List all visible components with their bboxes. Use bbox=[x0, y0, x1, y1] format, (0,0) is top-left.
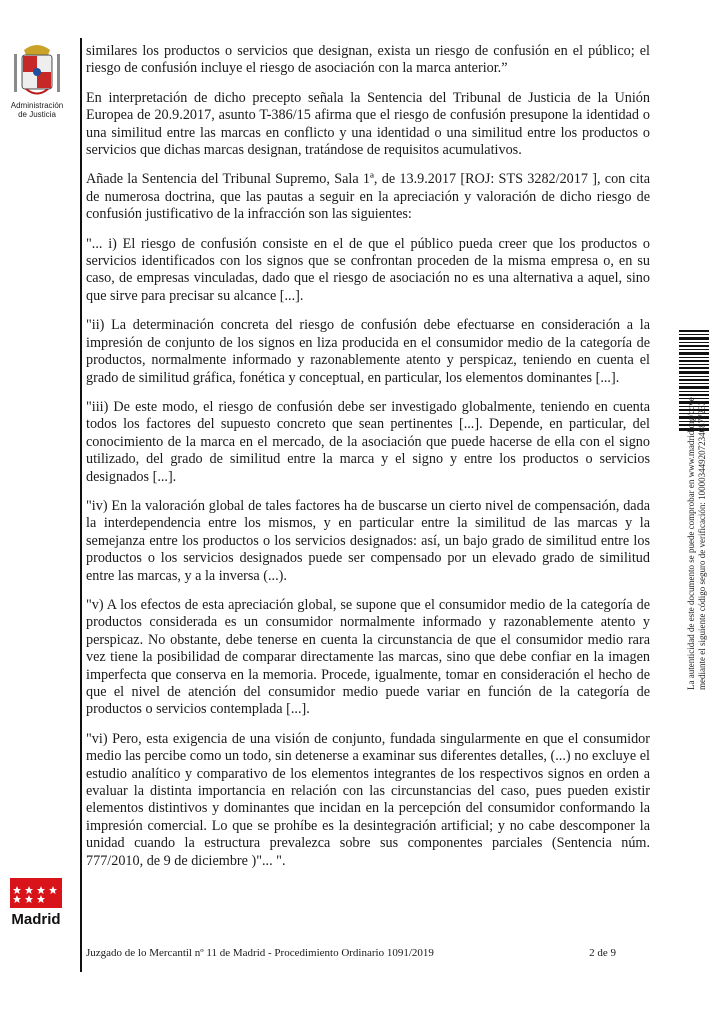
footer-court-text: Juzgado de lo Mercantil nº 11 de Madrid - Procedimiento Ordinario 1091/2019 bbox=[86, 947, 434, 959]
institution-label-line1: Administración bbox=[10, 101, 64, 110]
institution-label bbox=[4, 101, 70, 119]
institution-label-line2: de Justicia bbox=[18, 110, 56, 119]
verification-line2: mediante el siguiente código seguro de verificación: 1000034492072346877233 bbox=[697, 400, 707, 690]
paragraph: "ii) La determinación concreta del riesgo de confusión debe efectuarse en consideración a la impresión de conjunto de los signos en liza producida en el consumidor medio de la categoría de productos, normalmente informado y razonablemente atento y perspicaz, teniendo en cuenta el grado de similitud gráfica, fonética y conceptual, en particular, los elementos dominantes [...]. bbox=[86, 317, 650, 386]
page-footer bbox=[86, 947, 616, 959]
paragraph: "iii) De este modo, el riesgo de confusión debe ser investigado globalmente, teniendo en cuenta todos los factores del supuesto concreto que sean pertinentes [...]. Depende, en particular, del conocimiento de la marca en el mercado, de la asociación que puede hacerse de ella con el signo utilizado, del grado de similitud entre la marca y el signo y entre los productos o servicios designados [...]. bbox=[86, 398, 650, 485]
paragraph: "vi) Pero, esta exigencia de una visión de conjunto, fundada singularmente en que el consumidor medio las percibe como un todo, sin detenerse a examinar sus diferentes detalles, (...) no excluye el estudio analítico y comparativo de los elementos integrantes de los respectivos signos en orden a evaluar la distinta importancia en relación con las circunstancias del caso, pues pueden existir elementos distintivos y dominantes que incidan en la percepción del consumidor conformando la impresión comercial. Lo que se prohíbe es la desintegración artificial; y no cabe descomponer la unidad cuando la estructura prevalezca sobre sus componentes parciales (Sentencia núm. 777/2010, de 9 de diciembre )"... ". bbox=[86, 730, 650, 869]
paragraph: "iv) En la valoración global de tales factores ha de buscarse un cierto nivel de compensación, dada la interdependencia entre los mismos, y en particular entre la similitud de las marcas y la semejanza entre los productos o los servicios designados: así, un bajo grado de similitud entre los productos o los servicios designados puede ser compensado por un elevado grado de similitud entre las marcas, y a la inversa (...). bbox=[86, 497, 650, 584]
document-body bbox=[86, 43, 650, 882]
verification-line1: La autenticidad de este documento se puede comprobar en www.madrid.org/cove bbox=[686, 397, 696, 690]
footer-page-number: 2 de 9 bbox=[589, 947, 616, 959]
verification-note bbox=[686, 397, 708, 690]
coat-of-arms-icon bbox=[14, 40, 60, 98]
paragraph: En interpretación de dicho precepto señala la Sentencia del Tribunal de Justicia de la Unión Europea de 20.9.2017, asunto T-386/15 afirma que el riesgo de confusión presupone la identidad o una similitud entre las marcas en conflicto y una identidad o una similitud entre los productos o servicios que dichas marcas designan, tratándose de requisitos acumulativos. bbox=[86, 89, 650, 159]
paragraph: similares los productos o servicios que designan, exista un riesgo de confusión en el público; el riesgo de confusión incluye el riesgo de asociación con la marca anterior.” bbox=[86, 43, 650, 77]
madrid-flag-icon bbox=[10, 878, 62, 908]
left-margin bbox=[0, 0, 74, 1024]
margin-rule bbox=[80, 38, 82, 972]
paragraph: Añade la Sentencia del Tribunal Supremo, Sala 1ª, de 13.9.2017 [ROJ: STS 3282/2017 ], con cita de numerosa doctrina, que las pautas a seguir en la apreciación y valoración de dicho riesgo de confusión justificativo de la infracción son las siguientes: bbox=[86, 171, 650, 223]
paragraph: "... i) El riesgo de confusión consiste en el de que el público pueda creer que los productos o servicios identificados con los signos que se confrontan proceden de la misma empresa o, en su caso, de empresas vinculadas, dado que el riesgo de asociación no es una alternativa a aquel, sino que sirve para precisar su alcance [...]. bbox=[86, 235, 650, 304]
paragraph: "v) A los efectos de esta apreciación global, se supone que el consumidor medio de la categoría de productos considerada es un consumidor normalmente informado y razonablemente atento y perspicaz. No obstante, debe tenerse en cuenta la circunstancia de que el consumidor medio rara vez tiene la posibilidad de comparar directamente las marcas, sino que debe confiar en la imagen imperfecta que conserva en la memoria. Procede, igualmente, tomar en consideración el hecho de que el nivel de atención del consumidor medio puede variar en función de la categoría de productos o servicios contemplada [...]. bbox=[86, 596, 650, 718]
madrid-label: Madrid bbox=[11, 911, 61, 928]
